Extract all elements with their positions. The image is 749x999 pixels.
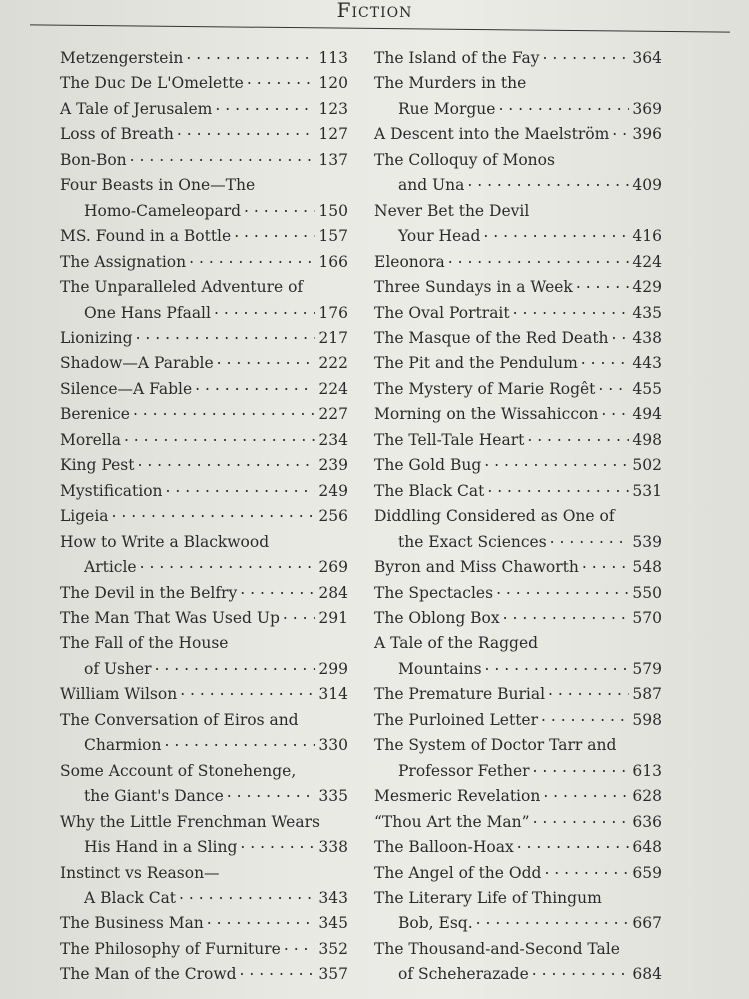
dot-leader (177, 118, 316, 143)
toc-title: The Devil in the Belfry (60, 583, 238, 602)
toc-entry (48, 148, 348, 173)
dot-leader (581, 347, 630, 372)
toc-page-number: 157 (318, 227, 348, 246)
dot-leader (487, 475, 629, 500)
toc-title: The Business Man (60, 914, 204, 933)
toc-entry (48, 530, 348, 581)
dot-leader (180, 678, 315, 703)
dot-leader (582, 551, 630, 576)
toc-line (362, 606, 662, 631)
toc-page-number: 659 (632, 863, 662, 882)
toc-page-number: 636 (632, 812, 662, 831)
toc-page-number: 343 (318, 888, 348, 907)
toc-page-number: 409 (632, 176, 662, 195)
toc-page-number: 443 (632, 354, 662, 373)
toc-page-number: 120 (318, 74, 348, 93)
dot-leader (483, 220, 629, 245)
toc-title: The Literary Life of Thingum (374, 888, 602, 907)
dot-leader (195, 373, 315, 398)
toc-entry (48, 861, 348, 912)
toc-entry (48, 682, 348, 707)
toc-page-number: 684 (632, 965, 662, 984)
toc-page-number: 502 (632, 456, 662, 475)
dot-leader (214, 297, 315, 322)
toc-page-number: 352 (318, 939, 348, 958)
toc-title: The Man That Was Used Up (60, 608, 280, 627)
toc-page-number: 227 (318, 405, 348, 424)
toc-title: and Una (398, 176, 465, 195)
toc-page-number: 222 (318, 354, 348, 373)
dot-leader (240, 958, 316, 983)
dot-leader (517, 831, 630, 856)
dot-leader (485, 653, 630, 678)
toc-title: A Tale of Jerusalem (60, 99, 213, 118)
toc-title: Never Bet the Devil (374, 201, 530, 220)
toc-page-number: 587 (632, 685, 662, 704)
toc-page-number: 429 (632, 278, 662, 297)
dot-leader (164, 729, 315, 754)
dot-leader (137, 449, 315, 474)
toc-page-number: 613 (632, 761, 662, 780)
toc-title: Mystification (60, 481, 163, 500)
dot-leader (543, 42, 630, 67)
toc-title: The Assignation (60, 252, 187, 271)
toc-page-number: 648 (632, 838, 662, 857)
toc-title: The Black Cat (374, 481, 485, 500)
toc-line (362, 46, 662, 71)
dot-leader (598, 373, 629, 398)
toc-title: Ligeia (60, 507, 109, 526)
dot-leader (550, 526, 630, 551)
toc-entry (48, 759, 348, 810)
toc-entry (362, 733, 662, 784)
toc-title: The Masque of the Red Death (374, 328, 609, 347)
toc-entry (48, 810, 348, 861)
toc-title: Three Sundays in a Week (374, 278, 573, 297)
toc-title: the Giant's Dance (84, 787, 224, 806)
dot-leader (533, 755, 630, 780)
toc-entry (362, 861, 662, 886)
toc-title: The Man of the Crowd (60, 965, 237, 984)
toc-page-number: 455 (632, 379, 662, 398)
toc-entry (362, 504, 662, 555)
dot-leader (207, 907, 316, 932)
toc-line (362, 122, 662, 147)
toc-entry (362, 937, 662, 988)
toc-page-number: 239 (318, 456, 348, 475)
toc-title: The System of Doctor Tarr and (374, 736, 617, 755)
toc-title: Metzengerstein (60, 49, 184, 67)
toc-title: the Exact Sciences (398, 532, 547, 551)
toc-page-number: 335 (318, 787, 348, 806)
toc-line (48, 250, 348, 275)
dot-leader (544, 857, 629, 882)
toc-title: Rue Morgue (398, 99, 496, 118)
toc-page-number: 345 (318, 914, 348, 933)
toc-page-number: 234 (318, 430, 348, 449)
toc-page-number: 438 (632, 328, 662, 347)
toc-title: Lionizing (60, 328, 133, 347)
toc-title: Morning on the Wissahiccon (374, 405, 599, 424)
dot-leader (284, 933, 316, 958)
toc-page-number: 284 (318, 583, 348, 602)
toc-title: The Unparalleled Adventure of (60, 278, 304, 297)
toc-page-number: 249 (318, 481, 348, 500)
toc-title: William Wilson (60, 685, 178, 704)
dot-leader (166, 475, 316, 500)
dot-leader (112, 500, 316, 525)
toc-entry (362, 479, 662, 504)
toc-title: One Hans Pfaall (84, 303, 211, 322)
toc-page-number: 369 (632, 99, 662, 118)
toc-title: Mesmeric Revelation (374, 787, 541, 806)
toc-title: Silence—A Fable (60, 379, 193, 398)
toc-entry (362, 886, 662, 937)
toc-page-number: 548 (632, 558, 662, 577)
toc-title: How to Write a Blackwood (60, 532, 270, 551)
toc-line (48, 733, 348, 758)
toc-title: His Hand in a Sling (84, 838, 238, 857)
toc-title: “Thou Art the Man” (374, 812, 530, 831)
dot-leader (227, 780, 316, 805)
toc-entry (48, 173, 348, 224)
toc-title: Byron and Miss Chaworth (374, 558, 579, 577)
dot-leader (136, 322, 316, 347)
toc-title: Diddling Considered as One of (374, 507, 615, 526)
toc-title: A Descent into the Maelström (374, 125, 610, 144)
toc-page-number: 269 (318, 558, 348, 577)
section-title: Fiction (336, 0, 413, 22)
toc-title: Loss of Breath (60, 125, 174, 144)
toc-page-number: 494 (632, 405, 662, 424)
dot-leader (155, 653, 316, 678)
toc-line (362, 962, 662, 987)
toc-entry (48, 275, 348, 326)
dot-leader (240, 831, 315, 856)
toc-title: Instinct vs Reason— (60, 863, 220, 882)
left-column (48, 46, 348, 988)
dot-leader (513, 297, 630, 322)
toc-line (362, 911, 662, 936)
toc-page-number: 579 (632, 659, 662, 678)
toc-title: The Duc De L'Omelette (60, 74, 244, 93)
dot-leader (543, 780, 629, 805)
dot-leader (548, 678, 629, 703)
dot-leader (240, 577, 315, 602)
toc-line (48, 606, 348, 631)
dot-leader (247, 67, 316, 92)
toc-line (48, 835, 348, 860)
dot-leader (140, 551, 316, 576)
toc-title: A Black Cat (84, 888, 177, 907)
toc-line (362, 861, 662, 886)
toc-title: The Spectacles (374, 583, 494, 602)
dot-leader (186, 42, 315, 67)
dot-leader (234, 220, 315, 245)
dot-leader (576, 271, 630, 296)
toc-line (48, 784, 348, 809)
toc-title: Morella (60, 430, 121, 449)
toc-title: Your Head (398, 227, 481, 246)
toc-title: Professor Fether (398, 761, 530, 780)
toc-entry (362, 199, 662, 250)
toc-page-number: 396 (632, 125, 662, 144)
dot-leader (612, 118, 629, 143)
toc-line (48, 962, 348, 987)
toc-entry (362, 71, 662, 122)
dot-leader (217, 347, 316, 372)
toc-title: Bob, Esq. (398, 914, 473, 933)
toc-page-number: 435 (632, 303, 662, 322)
dot-leader (124, 424, 315, 449)
right-column (362, 46, 662, 988)
dot-leader (179, 882, 315, 907)
toc-entry (362, 148, 662, 199)
dot-leader (467, 169, 629, 194)
toc-line (48, 504, 348, 529)
toc-entry (48, 606, 348, 631)
toc-title: The Philosophy of Furniture (60, 939, 281, 958)
toc-page-number: 137 (318, 150, 348, 169)
toc-page-number: 217 (318, 328, 348, 347)
dot-leader (496, 577, 629, 602)
toc-title: The Conversation of Eiros and (60, 710, 299, 729)
toc-title: Homo-Cameleopard (84, 201, 242, 220)
toc-title: The Mystery of Marie Rogêt (374, 379, 596, 398)
dot-leader (283, 602, 316, 627)
toc-title: Berenice (60, 405, 130, 424)
dot-leader (476, 907, 630, 932)
toc-line (362, 479, 662, 504)
toc-entry (48, 250, 348, 275)
dot-leader (215, 93, 315, 118)
toc-title: The Balloon-Hoax (374, 838, 514, 857)
dot-leader (503, 602, 630, 627)
toc-entry (48, 962, 348, 987)
toc-page-number: 150 (318, 201, 348, 220)
toc-title: Mountains (398, 659, 482, 678)
toc-title: of Usher (84, 659, 152, 678)
toc-page-number: 357 (318, 965, 348, 984)
toc-page-number: 256 (318, 507, 348, 526)
toc-page-number: 424 (632, 252, 662, 271)
toc-page-number: 531 (632, 481, 662, 500)
toc-title: The Oblong Box (374, 608, 500, 627)
toc-page-number: 570 (632, 608, 662, 627)
toc-title: Charmion (84, 736, 162, 755)
toc-title: The Purloined Letter (374, 710, 538, 729)
dot-leader (484, 449, 629, 474)
toc-title: The Murders in the (374, 74, 527, 93)
toc-title: The Premature Burial (374, 685, 546, 704)
toc-page-number: 299 (318, 659, 348, 678)
toc-page-number: 224 (318, 379, 348, 398)
toc-page-number: 113 (318, 49, 348, 67)
toc-entry (362, 46, 662, 71)
dot-leader (189, 246, 315, 271)
toc-entry (362, 708, 662, 733)
toc-page-number: 123 (318, 99, 348, 118)
toc-title: Why the Little Frenchman Wears (60, 812, 320, 831)
toc-page-number: 539 (632, 532, 662, 551)
dot-leader (130, 144, 316, 169)
toc-title: The Thousand-and-Second Tale (374, 939, 620, 958)
toc-title: The Gold Bug (374, 456, 482, 475)
toc-page-number: 598 (632, 710, 662, 729)
dot-leader (533, 806, 630, 831)
toc-entry (362, 606, 662, 631)
toc-line (362, 173, 662, 198)
toc-title: The Oval Portrait (374, 303, 510, 322)
toc-entry (362, 122, 662, 147)
toc-page-number: 314 (318, 685, 348, 704)
toc-title: Four Beasts in One—The (60, 176, 256, 195)
dot-leader (527, 424, 629, 449)
header-rule (30, 24, 730, 32)
toc-title: The Pit and the Pendulum (374, 354, 578, 373)
toc-title: The Colloquy of Monos (374, 150, 555, 169)
dot-leader (133, 398, 315, 423)
toc-page-number: 498 (632, 430, 662, 449)
toc-page-number: 127 (318, 125, 348, 144)
toc-title: The Island of the Fay (374, 49, 540, 67)
toc-title: A Tale of the Ragged (374, 634, 539, 653)
toc-title: Article (84, 558, 137, 577)
dot-leader (541, 704, 629, 729)
toc-title: The Fall of the House (60, 634, 229, 653)
toc-page-number: 291 (318, 608, 348, 627)
toc-page-number: 166 (318, 252, 348, 271)
dot-leader (498, 93, 629, 118)
toc-line (48, 682, 348, 707)
toc-line (362, 708, 662, 733)
toc-page-number: 338 (318, 838, 348, 857)
toc-title: Some Account of Stonehenge, (60, 761, 297, 780)
toc-line (48, 148, 348, 173)
toc-title: The Tell-Tale Heart (374, 430, 525, 449)
toc-title: Shadow—A Parable (60, 354, 214, 373)
toc-page-number: 628 (632, 787, 662, 806)
toc-title: Bon-Bon (60, 150, 127, 169)
toc-page-number: 364 (632, 49, 662, 67)
dot-leader (532, 958, 630, 983)
toc-title: The Angel of the Odd (374, 863, 542, 882)
dot-leader (244, 195, 315, 220)
dot-leader (612, 322, 630, 347)
toc-title: MS. Found in a Bottle (60, 227, 232, 246)
toc-page-number: 176 (318, 303, 348, 322)
dot-leader (601, 398, 629, 423)
toc-title: Eleonora (374, 252, 445, 271)
toc-entry (48, 708, 348, 759)
toc-page-number: 330 (318, 736, 348, 755)
toc-title: of Scheherazade (398, 965, 529, 984)
dot-leader (448, 246, 630, 271)
toc-page-number: 667 (632, 914, 662, 933)
toc-entry (48, 504, 348, 529)
toc-title: King Pest (60, 456, 135, 475)
toc-entry (48, 631, 348, 682)
toc-page-number: 550 (632, 583, 662, 602)
toc-page-number: 416 (632, 227, 662, 246)
toc-entry (362, 631, 662, 682)
